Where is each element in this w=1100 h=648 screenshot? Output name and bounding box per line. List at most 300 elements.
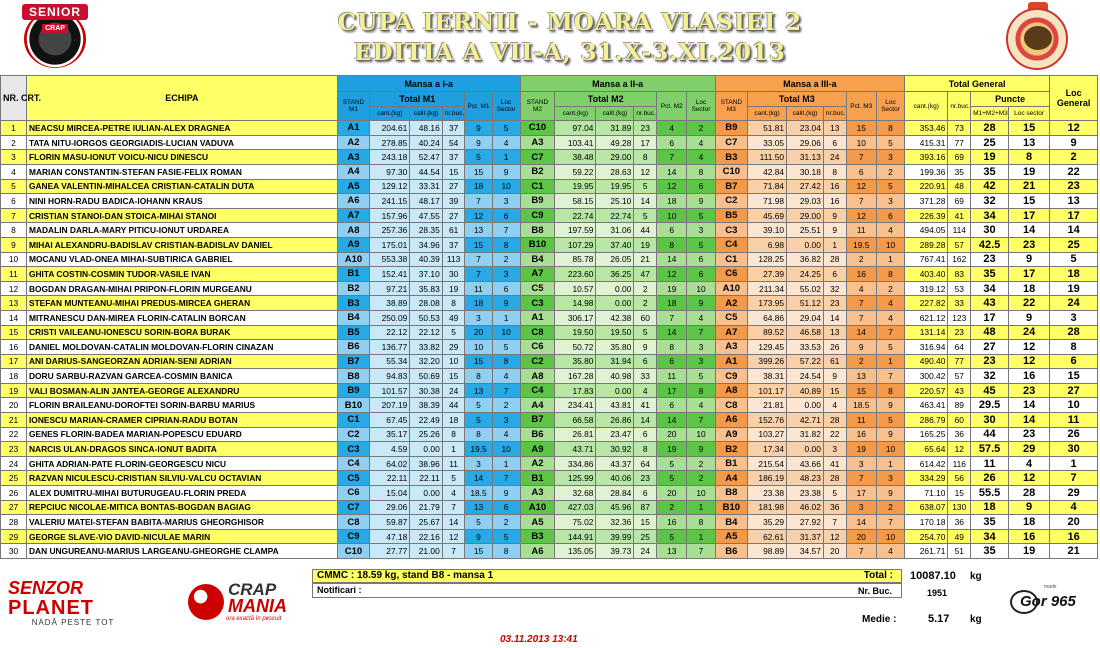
cell-lg: 17 <box>1050 208 1098 223</box>
cell-q2: 49.28 <box>596 135 634 150</box>
cell-lg: 27 <box>1050 383 1098 398</box>
cell-q1: 25.67 <box>410 515 442 530</box>
cell-s2: A5 <box>520 515 555 530</box>
table-row <box>1 383 1098 398</box>
cell-s3: A2 <box>715 296 747 311</box>
cell-q2: 28.84 <box>596 486 634 501</box>
cell-n3: 41 <box>823 456 846 471</box>
cell-l3: 5 <box>876 179 904 194</box>
cell-echipa: DANIEL MOLDOVAN-CATALIN MOLDOVAN-FLORIN CINAZAN <box>26 340 337 355</box>
cell-lg: 18 <box>1050 267 1098 282</box>
total-label: Total : <box>863 570 893 581</box>
cell-c2: 125.99 <box>555 471 596 486</box>
senior-logo-text: SENIOR <box>22 4 88 20</box>
cell-n1: 15 <box>442 369 465 384</box>
cell-p1: 18 <box>465 296 492 311</box>
cell-s1: C2 <box>337 427 369 442</box>
cell-q2: 26.86 <box>596 413 634 428</box>
cell-l3: 6 <box>876 208 904 223</box>
cell-p3: 17 <box>846 486 876 501</box>
table-row <box>1 369 1098 384</box>
page-title <box>250 8 890 68</box>
cell-p3: 6 <box>846 164 876 179</box>
table-row <box>1 325 1098 340</box>
cell-p3: 7 <box>846 310 876 325</box>
cell-c2: 35.80 <box>555 354 596 369</box>
cell-l2: 2 <box>687 471 715 486</box>
cell-c1: 59.87 <box>370 515 410 530</box>
cell-echipa: RAZVAN NICULESCU-CRISTIAN SILVIU-VALCU OCTAVIAN <box>26 471 337 486</box>
cell-nr: 7 <box>1 208 27 223</box>
cell-c2: 66.58 <box>555 413 596 428</box>
cell-n2: 4 <box>634 383 657 398</box>
cell-s1: A4 <box>337 164 369 179</box>
cell-nr: 5 <box>1 179 27 194</box>
pct-m1-header: Pct. M1 <box>465 92 492 121</box>
cell-l2: 9 <box>687 296 715 311</box>
table-row <box>1 194 1098 209</box>
cell-n3: 26 <box>823 340 846 355</box>
cell-n3: 3 <box>823 442 846 457</box>
total-nrbuc-header: nr.buc. <box>948 92 971 121</box>
cell-p2: 13 <box>657 544 687 559</box>
cell-l1: 1 <box>492 150 520 165</box>
cell-c2: 197.59 <box>555 223 596 238</box>
cell-ls: 18 <box>1009 281 1050 296</box>
cell-q1: 22.16 <box>410 529 442 544</box>
cell-q3: 40.89 <box>787 383 824 398</box>
cell-lg: 29 <box>1050 486 1098 501</box>
cell-n2: 8 <box>634 442 657 457</box>
cell-p3: 7 <box>846 471 876 486</box>
cmmc-text: CMMC : 18.59 kg, stand B8 - mansa 1 <box>317 570 494 581</box>
total-unit: kg <box>970 571 982 582</box>
cell-lg: 7 <box>1050 471 1098 486</box>
cell-l2: 1 <box>687 529 715 544</box>
cell-l3: 5 <box>876 340 904 355</box>
cell-echipa: CRISTIAN STANOI-DAN STOICA-MIHAI STANOI <box>26 208 337 223</box>
cell-s1: B9 <box>337 383 369 398</box>
cell-q3: 24.25 <box>787 267 824 282</box>
cell-n1: 37 <box>442 150 465 165</box>
medie-value: 5.17 <box>928 613 950 625</box>
cell-c2: 75.02 <box>555 515 596 530</box>
cell-n1: 24 <box>442 383 465 398</box>
cell-p2: 7 <box>657 150 687 165</box>
cell-l1: 1 <box>492 310 520 325</box>
cell-echipa: FLORIN MASU-IONUT VOICU-NICU DINESCU <box>26 150 337 165</box>
cell-q2: 37.40 <box>596 237 634 252</box>
cell-echipa: FLORIN BRAILEANU-DOROFTEI SORIN-BARBU MARIUS <box>26 398 337 413</box>
cell-q2: 45.96 <box>596 500 634 515</box>
cell-s2: C3 <box>520 296 555 311</box>
cell-p3: 11 <box>846 223 876 238</box>
cell-tc: 621.12 <box>905 310 948 325</box>
cell-c2: 22.74 <box>555 208 596 223</box>
table-row <box>1 471 1098 486</box>
cell-n2: 25 <box>634 529 657 544</box>
cell-q3: 48.23 <box>787 471 824 486</box>
cell-p3: 2 <box>846 354 876 369</box>
cell-l2: 1 <box>687 500 715 515</box>
cell-echipa: NARCIS ULAN-DRAGOS SINCA-IONUT BADITA <box>26 442 337 457</box>
cell-s1: B1 <box>337 267 369 282</box>
cell-tc: 403.40 <box>905 267 948 282</box>
cell-nr: 16 <box>1 340 27 355</box>
cell-s3: A1 <box>715 354 747 369</box>
cell-c3: 42.84 <box>748 164 787 179</box>
cell-q2: 36.25 <box>596 267 634 282</box>
cell-l1: 2 <box>492 252 520 267</box>
cell-echipa: TATA NITU-IORGOS GEORGIADIS-LUCIAN VADUVA <box>26 135 337 150</box>
cell-n2: 5 <box>634 325 657 340</box>
cell-l1: 3 <box>492 413 520 428</box>
cell-s3: C5 <box>715 310 747 325</box>
cell-c1: 553.38 <box>370 252 410 267</box>
cell-n3: 32 <box>823 281 846 296</box>
cell-l2: 2 <box>687 121 715 136</box>
cell-p1: 9 <box>465 135 492 150</box>
cell-c3: 51.81 <box>748 121 787 136</box>
cell-tn: 73 <box>948 121 971 136</box>
cell-lg: 5 <box>1050 252 1098 267</box>
cell-l2: 8 <box>687 383 715 398</box>
cell-s2: C4 <box>520 383 555 398</box>
cell-nr: 15 <box>1 325 27 340</box>
table-row <box>1 442 1098 457</box>
cell-s3: C4 <box>715 237 747 252</box>
cell-c3: 71.98 <box>748 194 787 209</box>
cell-c3: 62.61 <box>748 529 787 544</box>
planet-logo-text: PLANET <box>8 597 94 619</box>
cell-p1: 14 <box>465 471 492 486</box>
cell-lg: 6 <box>1050 354 1098 369</box>
cell-l3: 7 <box>876 369 904 384</box>
table-row <box>1 529 1098 544</box>
cell-n1: 27 <box>442 179 465 194</box>
pct-m2-header: Pct. M2 <box>657 92 687 121</box>
cell-l2: 4 <box>687 310 715 325</box>
cell-s3: A10 <box>715 281 747 296</box>
cell-l1: 8 <box>492 354 520 369</box>
cell-c1: 243.18 <box>370 150 410 165</box>
cell-echipa: ANI DARIUS-SANGEORZAN ADRIAN-SENI ADRIAN <box>26 354 337 369</box>
cell-nr: 27 <box>1 500 27 515</box>
cell-p2: 7 <box>657 310 687 325</box>
senzor-tagline: NADĂ PESTE TOT <box>31 618 115 627</box>
cell-p2: 12 <box>657 179 687 194</box>
cell-s2: B8 <box>520 223 555 238</box>
cell-p2: 19 <box>657 281 687 296</box>
cell-s3: B1 <box>715 456 747 471</box>
cell-c3: 103.27 <box>748 427 787 442</box>
cell-q2: 43.81 <box>596 398 634 413</box>
cell-s2: A6 <box>520 544 555 559</box>
cell-n2: 44 <box>634 223 657 238</box>
cell-n3: 16 <box>823 194 846 209</box>
cell-nr: 11 <box>1 267 27 282</box>
cell-echipa: IONESCU MARIAN-CRAMER CIPRIAN-RADU BOTAN <box>26 413 337 428</box>
cell-c3: 173.95 <box>748 296 787 311</box>
cell-p1: 5 <box>465 398 492 413</box>
cell-c3: 35.29 <box>748 515 787 530</box>
cell-pt: 34 <box>971 529 1009 544</box>
m2-calit-header: calit.(kg) <box>596 106 634 121</box>
cell-tn: 83 <box>948 267 971 282</box>
cell-s3: C8 <box>715 398 747 413</box>
cell-n3: 13 <box>823 325 846 340</box>
cell-tc: 227.82 <box>905 296 948 311</box>
cell-n3: 14 <box>823 310 846 325</box>
cell-pt: 35 <box>971 164 1009 179</box>
cell-l1: 5 <box>492 529 520 544</box>
cell-n3: 13 <box>823 121 846 136</box>
cell-q3: 23.04 <box>787 121 824 136</box>
cell-q1: 21.00 <box>410 544 442 559</box>
cell-tc: 767.41 <box>905 252 948 267</box>
cell-echipa: DAN UNGUREANU-MARIUS LARGEANU-GHEORGHE CLAMPA <box>26 544 337 559</box>
cell-n3: 9 <box>823 223 846 238</box>
cell-p2: 8 <box>657 237 687 252</box>
nr-buc-label: Nr. Buc. <box>858 586 893 596</box>
cell-p3: 15 <box>846 121 876 136</box>
cell-n2: 6 <box>634 427 657 442</box>
cell-s3: B10 <box>715 500 747 515</box>
cell-nr: 30 <box>1 544 27 559</box>
cell-p3: 15 <box>846 383 876 398</box>
cell-c2: 32.68 <box>555 486 596 501</box>
mania-logo-word: MANIA <box>228 596 287 616</box>
cell-q3: 25.51 <box>787 223 824 238</box>
cell-c3: 23.38 <box>748 486 787 501</box>
cell-pt: 23 <box>971 354 1009 369</box>
cell-l2: 10 <box>687 427 715 442</box>
cell-s2: C6 <box>520 340 555 355</box>
cell-nr: 22 <box>1 427 27 442</box>
cell-n1: 27 <box>442 208 465 223</box>
cell-p1: 5 <box>465 515 492 530</box>
cell-q3: 27.42 <box>787 179 824 194</box>
cell-tc: 371.28 <box>905 194 948 209</box>
cell-n3: 28 <box>823 252 846 267</box>
cell-p3: 7 <box>846 296 876 311</box>
table-row <box>1 223 1098 238</box>
cell-ls: 12 <box>1009 471 1050 486</box>
table-row <box>1 340 1098 355</box>
cell-q2: 29.00 <box>596 150 634 165</box>
cell-q3: 29.03 <box>787 194 824 209</box>
cell-tn: 41 <box>948 208 971 223</box>
cell-p1: 9 <box>465 121 492 136</box>
cell-l3: 10 <box>876 442 904 457</box>
cell-ls: 28 <box>1009 486 1050 501</box>
cell-tn: 123 <box>948 310 971 325</box>
total-cant-header: cant.(kg) <box>905 92 948 121</box>
cell-s3: B4 <box>715 515 747 530</box>
cell-lg: 16 <box>1050 529 1098 544</box>
cell-l3: 4 <box>876 544 904 559</box>
cell-s1: C7 <box>337 500 369 515</box>
senzor-logo-text: SENZOR <box>8 578 84 598</box>
stand-m2-header: STAND M2 <box>520 92 555 121</box>
cell-l1: 3 <box>492 194 520 209</box>
cell-l3: 1 <box>876 354 904 369</box>
cell-n2: 87 <box>634 500 657 515</box>
loc-general-header: Loc General <box>1050 76 1098 121</box>
cell-s1: C1 <box>337 413 369 428</box>
cell-l3: 10 <box>876 529 904 544</box>
cell-q2: 25.10 <box>596 194 634 209</box>
cell-l1: 9 <box>492 296 520 311</box>
cell-s1: C6 <box>337 486 369 501</box>
cell-ls: 23 <box>1009 427 1050 442</box>
cell-s2: B1 <box>520 471 555 486</box>
cell-c3: 71.84 <box>748 179 787 194</box>
cell-tc: 494.05 <box>905 223 948 238</box>
cell-p3: 19 <box>846 442 876 457</box>
cell-tc: 226.39 <box>905 208 948 223</box>
cell-s2: A10 <box>520 500 555 515</box>
cell-c2: 43.71 <box>555 442 596 457</box>
cell-tc: 300.42 <box>905 369 948 384</box>
cell-s2: A3 <box>520 486 555 501</box>
cell-n1: 39 <box>442 194 465 209</box>
table-row <box>1 500 1098 515</box>
cell-c2: 223.60 <box>555 267 596 282</box>
table-row <box>1 252 1098 267</box>
cell-n1: 5 <box>442 471 465 486</box>
notificari-bar <box>312 583 902 598</box>
cell-lg: 26 <box>1050 427 1098 442</box>
cell-c1: 22.12 <box>370 325 410 340</box>
cell-p3: 4 <box>846 281 876 296</box>
cell-n2: 14 <box>634 413 657 428</box>
cell-tc: 638.07 <box>905 500 948 515</box>
cell-lg: 13 <box>1050 194 1098 209</box>
cell-nr: 3 <box>1 150 27 165</box>
cell-p1: 20 <box>465 325 492 340</box>
gor-made-text: made <box>1044 584 1057 590</box>
cell-l3: 3 <box>876 150 904 165</box>
cell-s2: A4 <box>520 398 555 413</box>
cell-c1: 101.57 <box>370 383 410 398</box>
cell-l3: 5 <box>876 135 904 150</box>
cell-lg: 19 <box>1050 281 1098 296</box>
cell-q1: 25.26 <box>410 427 442 442</box>
cell-q2: 30.92 <box>596 442 634 457</box>
cell-c3: 211.34 <box>748 281 787 296</box>
cell-l1: 4 <box>492 427 520 442</box>
cell-tn: 57 <box>948 237 971 252</box>
cell-l3: 8 <box>876 383 904 398</box>
table-row <box>1 398 1098 413</box>
cell-q2: 22.74 <box>596 208 634 223</box>
cell-s1: A6 <box>337 194 369 209</box>
cell-c2: 135.05 <box>555 544 596 559</box>
cell-n2: 9 <box>634 340 657 355</box>
cell-echipa: GHITA ADRIAN-PATE FLORIN-GEORGESCU NICU <box>26 456 337 471</box>
cell-nr: 17 <box>1 354 27 369</box>
cell-tn: 12 <box>948 442 971 457</box>
cell-n1: 7 <box>442 500 465 515</box>
cell-s1: A2 <box>337 135 369 150</box>
table-row <box>1 150 1098 165</box>
cell-echipa: REPCIUC NICOLAE-MITICA BONTAS-BOGDAN BAGIAG <box>26 500 337 515</box>
cell-tn: 116 <box>948 456 971 471</box>
cell-pt: 35 <box>971 267 1009 282</box>
cell-c1: 4.59 <box>370 442 410 457</box>
table-row <box>1 515 1098 530</box>
cell-q1: 32.20 <box>410 354 442 369</box>
cell-c3: 45.69 <box>748 208 787 223</box>
cell-l1: 6 <box>492 500 520 515</box>
cell-echipa: MITRANESCU DAN-MIREA FLORIN-CATALIN BORCAN <box>26 310 337 325</box>
cell-p3: 14 <box>846 515 876 530</box>
cell-p3: 16 <box>846 427 876 442</box>
cell-s1: C4 <box>337 456 369 471</box>
cell-p1: 13 <box>465 383 492 398</box>
m1-cant-header: cant.(kg) <box>370 106 410 121</box>
cell-ls: 14 <box>1009 223 1050 238</box>
cell-l2: 6 <box>687 179 715 194</box>
cell-tn: 130 <box>948 500 971 515</box>
cell-tc: 65.64 <box>905 442 948 457</box>
cell-c2: 59.22 <box>555 164 596 179</box>
table-row <box>1 310 1098 325</box>
cell-n1: 12 <box>442 529 465 544</box>
cell-s3: A4 <box>715 471 747 486</box>
cell-q2: 35.80 <box>596 340 634 355</box>
table-row <box>1 296 1098 311</box>
cell-s1: B10 <box>337 398 369 413</box>
cell-tn: 69 <box>948 150 971 165</box>
table-row <box>1 486 1098 501</box>
cell-p2: 5 <box>657 456 687 471</box>
cell-pt: 32 <box>971 194 1009 209</box>
cell-ls: 12 <box>1009 354 1050 369</box>
cell-c1: 157.96 <box>370 208 410 223</box>
cell-p1: 9 <box>465 529 492 544</box>
cell-n1: 61 <box>442 223 465 238</box>
cell-s2: C9 <box>520 208 555 223</box>
cell-tc: 353.46 <box>905 121 948 136</box>
cell-c2: 17.83 <box>555 383 596 398</box>
cell-l3: 3 <box>876 194 904 209</box>
cell-p2: 18 <box>657 296 687 311</box>
cell-s2: A3 <box>520 135 555 150</box>
cell-n1: 113 <box>442 252 465 267</box>
medie-unit: kg <box>970 614 982 625</box>
cell-p1: 12 <box>465 208 492 223</box>
cell-echipa: MOCANU VLAD-ONEA MIHAI-SUBTIRICA GABRIEL <box>26 252 337 267</box>
cell-lg: 22 <box>1050 164 1098 179</box>
cell-c3: 21.81 <box>748 398 787 413</box>
cell-s1: A9 <box>337 237 369 252</box>
cell-l2: 9 <box>687 442 715 457</box>
cell-p1: 18 <box>465 179 492 194</box>
cell-n1: 29 <box>442 340 465 355</box>
cell-echipa: MIHAI ALEXANDRU-BADISLAV CRISTIAN-BADISLAV DANIEL <box>26 237 337 252</box>
cell-p3: 10 <box>846 135 876 150</box>
cell-n1: 14 <box>442 515 465 530</box>
cell-nr: 29 <box>1 529 27 544</box>
cell-echipa: ALEX DUMITRU-MIHAI BUTURUGEAU-FLORIN PREDA <box>26 486 337 501</box>
cell-q2: 39.73 <box>596 544 634 559</box>
cell-q3: 30.18 <box>787 164 824 179</box>
cell-c1: 67.45 <box>370 413 410 428</box>
cell-c1: 22.11 <box>370 471 410 486</box>
loc-sector-m3-header: Loc Sector <box>876 92 904 121</box>
